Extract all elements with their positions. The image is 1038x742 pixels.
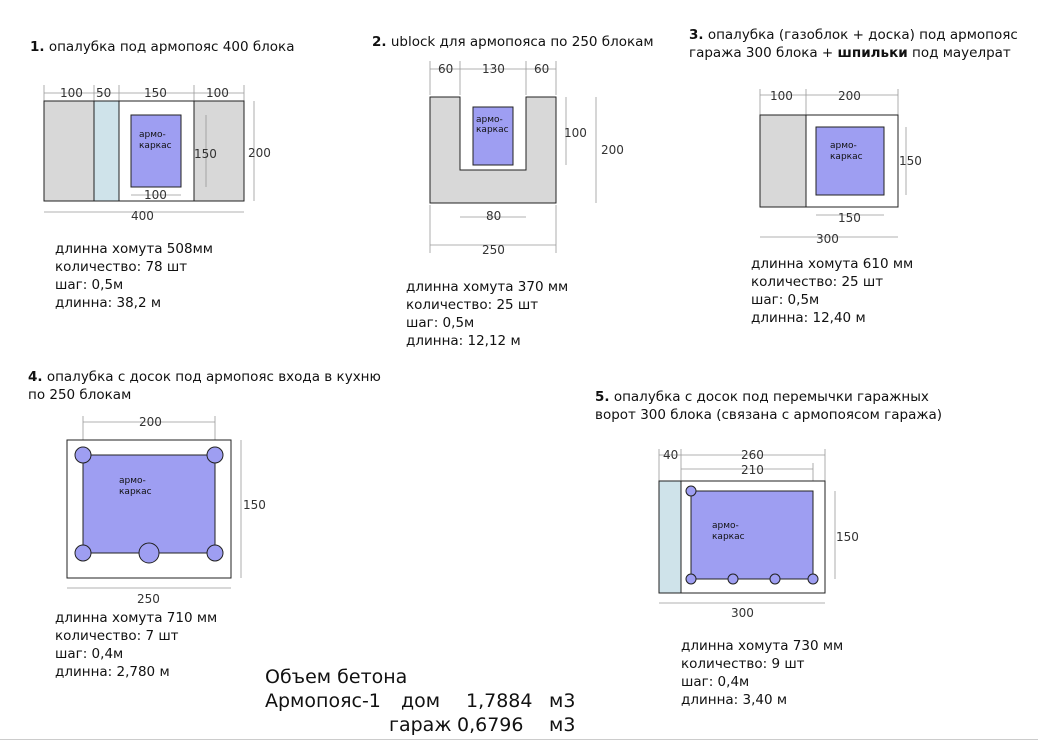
dim-100: 100 bbox=[770, 89, 793, 103]
cage-label-line2: каркас bbox=[119, 487, 152, 497]
spec-length: длинна хомута 610 мм bbox=[751, 256, 914, 272]
dim-260: 260 bbox=[741, 448, 764, 462]
cage-label-line2: каркас bbox=[830, 152, 863, 162]
dim-100-height: 100 bbox=[564, 126, 587, 140]
cage-label-line1: армо- bbox=[139, 130, 166, 140]
spec-length: длинна хомута 508мм bbox=[55, 241, 213, 257]
spec-step: шаг: 0,4м bbox=[55, 646, 124, 662]
section-3-title-bold: шпильки bbox=[837, 45, 908, 61]
spec-total: длинна: 12,12 м bbox=[406, 333, 521, 349]
dim-250: 250 bbox=[137, 592, 160, 606]
section-3-diagram bbox=[750, 85, 930, 250]
dim-100-left: 100 bbox=[60, 86, 83, 100]
spec-count: количество: 78 шт bbox=[55, 259, 188, 275]
section-4-title bbox=[28, 368, 381, 404]
section-1-title bbox=[30, 38, 294, 56]
concrete-row1-place: дом bbox=[401, 690, 441, 712]
cage-label-line2: каркас bbox=[476, 125, 509, 135]
concrete-row1-label: Армопояс-1 bbox=[265, 690, 381, 712]
section-5-title-line1: опалубка с досок под перемычки гаражных bbox=[613, 389, 929, 405]
concrete-row2-unit: м3 bbox=[549, 714, 576, 736]
section-1-specs bbox=[55, 240, 213, 312]
section-5-title-line2: ворот 300 блока (связана с армопоясом гаража) bbox=[595, 407, 943, 423]
dim-150-height: 150 bbox=[899, 154, 922, 168]
spec-step: шаг: 0,5м bbox=[55, 277, 124, 293]
dim-60-right: 60 bbox=[534, 62, 550, 76]
cage-label-line1: армо- bbox=[119, 476, 146, 486]
dim-200-height: 200 bbox=[248, 146, 271, 160]
dim-100-right: 100 bbox=[206, 86, 229, 100]
section-3-title-line2a: гаража 300 блока + bbox=[689, 45, 838, 61]
spec-step: шаг: 0,5м bbox=[406, 315, 475, 331]
dim-300: 300 bbox=[816, 232, 839, 246]
spec-count: количество: 9 шт bbox=[681, 656, 805, 672]
section-3-number: 3. bbox=[689, 27, 704, 43]
concrete-row2-value: 0,6796 bbox=[457, 714, 524, 736]
section-3-title-line2b: под мауелрат bbox=[907, 45, 1011, 61]
spec-step: шаг: 0,5м bbox=[751, 292, 820, 308]
spec-length: длинна хомута 730 мм bbox=[681, 638, 844, 654]
dim-60-left: 60 bbox=[438, 62, 454, 76]
spec-step: шаг: 0,4м bbox=[681, 674, 750, 690]
section-4-number: 4. bbox=[28, 369, 43, 385]
dim-200: 200 bbox=[838, 89, 861, 103]
section-2-diagram bbox=[420, 55, 640, 260]
section-5-diagram bbox=[645, 445, 875, 625]
section-4-diagram bbox=[55, 410, 285, 610]
dim-150-height: 150 bbox=[194, 147, 217, 161]
section-1-title-text: опалубка под армопояс 400 блока bbox=[48, 39, 295, 55]
dim-250: 250 bbox=[482, 243, 505, 257]
dim-200: 200 bbox=[139, 415, 162, 429]
dim-210: 210 bbox=[741, 463, 764, 477]
dim-150-top: 150 bbox=[144, 86, 167, 100]
dim-40: 40 bbox=[663, 448, 679, 462]
spec-count: количество: 7 шт bbox=[55, 628, 179, 644]
section-3-title-line1: опалубка (газоблок + доска) под армопояс bbox=[707, 27, 1018, 43]
section-2-number: 2. bbox=[372, 34, 387, 50]
section-1-diagram bbox=[30, 75, 290, 225]
section-5-specs bbox=[681, 637, 843, 709]
cage-label-line2: каркас bbox=[139, 141, 172, 151]
section-4-title-line1: опалубка с досок под армопояс входа в кухню bbox=[46, 369, 381, 385]
section-4-specs bbox=[55, 609, 217, 681]
spec-total: длинна: 12,40 м bbox=[751, 310, 866, 326]
concrete-title: Объем бетона bbox=[265, 666, 408, 688]
cage-label-line1: армо- bbox=[712, 521, 739, 531]
concrete-row1-unit: м3 bbox=[549, 690, 576, 712]
section-1-number: 1. bbox=[30, 39, 45, 55]
section-5-number: 5. bbox=[595, 389, 610, 405]
cage-label-line1: армо- bbox=[830, 141, 857, 151]
concrete-row2-place: гараж bbox=[389, 714, 452, 736]
spec-total: длинна: 3,40 м bbox=[681, 692, 788, 708]
section-2-specs bbox=[406, 278, 568, 350]
dim-150-height: 150 bbox=[836, 530, 859, 544]
spec-total: длинна: 38,2 м bbox=[55, 295, 162, 311]
spec-count: количество: 25 шт bbox=[751, 274, 884, 290]
page-bottom-divider bbox=[0, 739, 1038, 740]
dim-80: 80 bbox=[486, 209, 502, 223]
dim-300: 300 bbox=[731, 606, 754, 620]
cage-label-line2: каркас bbox=[712, 532, 745, 542]
spec-length: длинна хомута 710 мм bbox=[55, 610, 218, 626]
spec-count: количество: 25 шт bbox=[406, 297, 539, 313]
dim-130: 130 bbox=[482, 62, 505, 76]
cage-label-line1: армо- bbox=[476, 115, 503, 125]
spec-length: длинна хомута 370 мм bbox=[406, 279, 569, 295]
spec-total: длинна: 2,780 м bbox=[55, 664, 170, 680]
concrete-row1-value: 1,7884 bbox=[466, 690, 533, 712]
dim-100-bottom: 100 bbox=[144, 188, 167, 202]
section-2-title bbox=[372, 33, 654, 51]
section-3-specs bbox=[751, 255, 913, 327]
dim-50: 50 bbox=[96, 86, 112, 100]
dim-150-bottom: 150 bbox=[838, 211, 861, 225]
section-3-title bbox=[689, 26, 1018, 62]
dim-150-height: 150 bbox=[243, 498, 266, 512]
dim-200-height: 200 bbox=[601, 143, 624, 157]
dim-400: 400 bbox=[131, 209, 154, 223]
section-2-title-text: ublock для армопояса по 250 блокам bbox=[390, 34, 654, 50]
section-5-title bbox=[595, 388, 942, 424]
section-4-title-line2: по 250 блокам bbox=[28, 387, 132, 403]
